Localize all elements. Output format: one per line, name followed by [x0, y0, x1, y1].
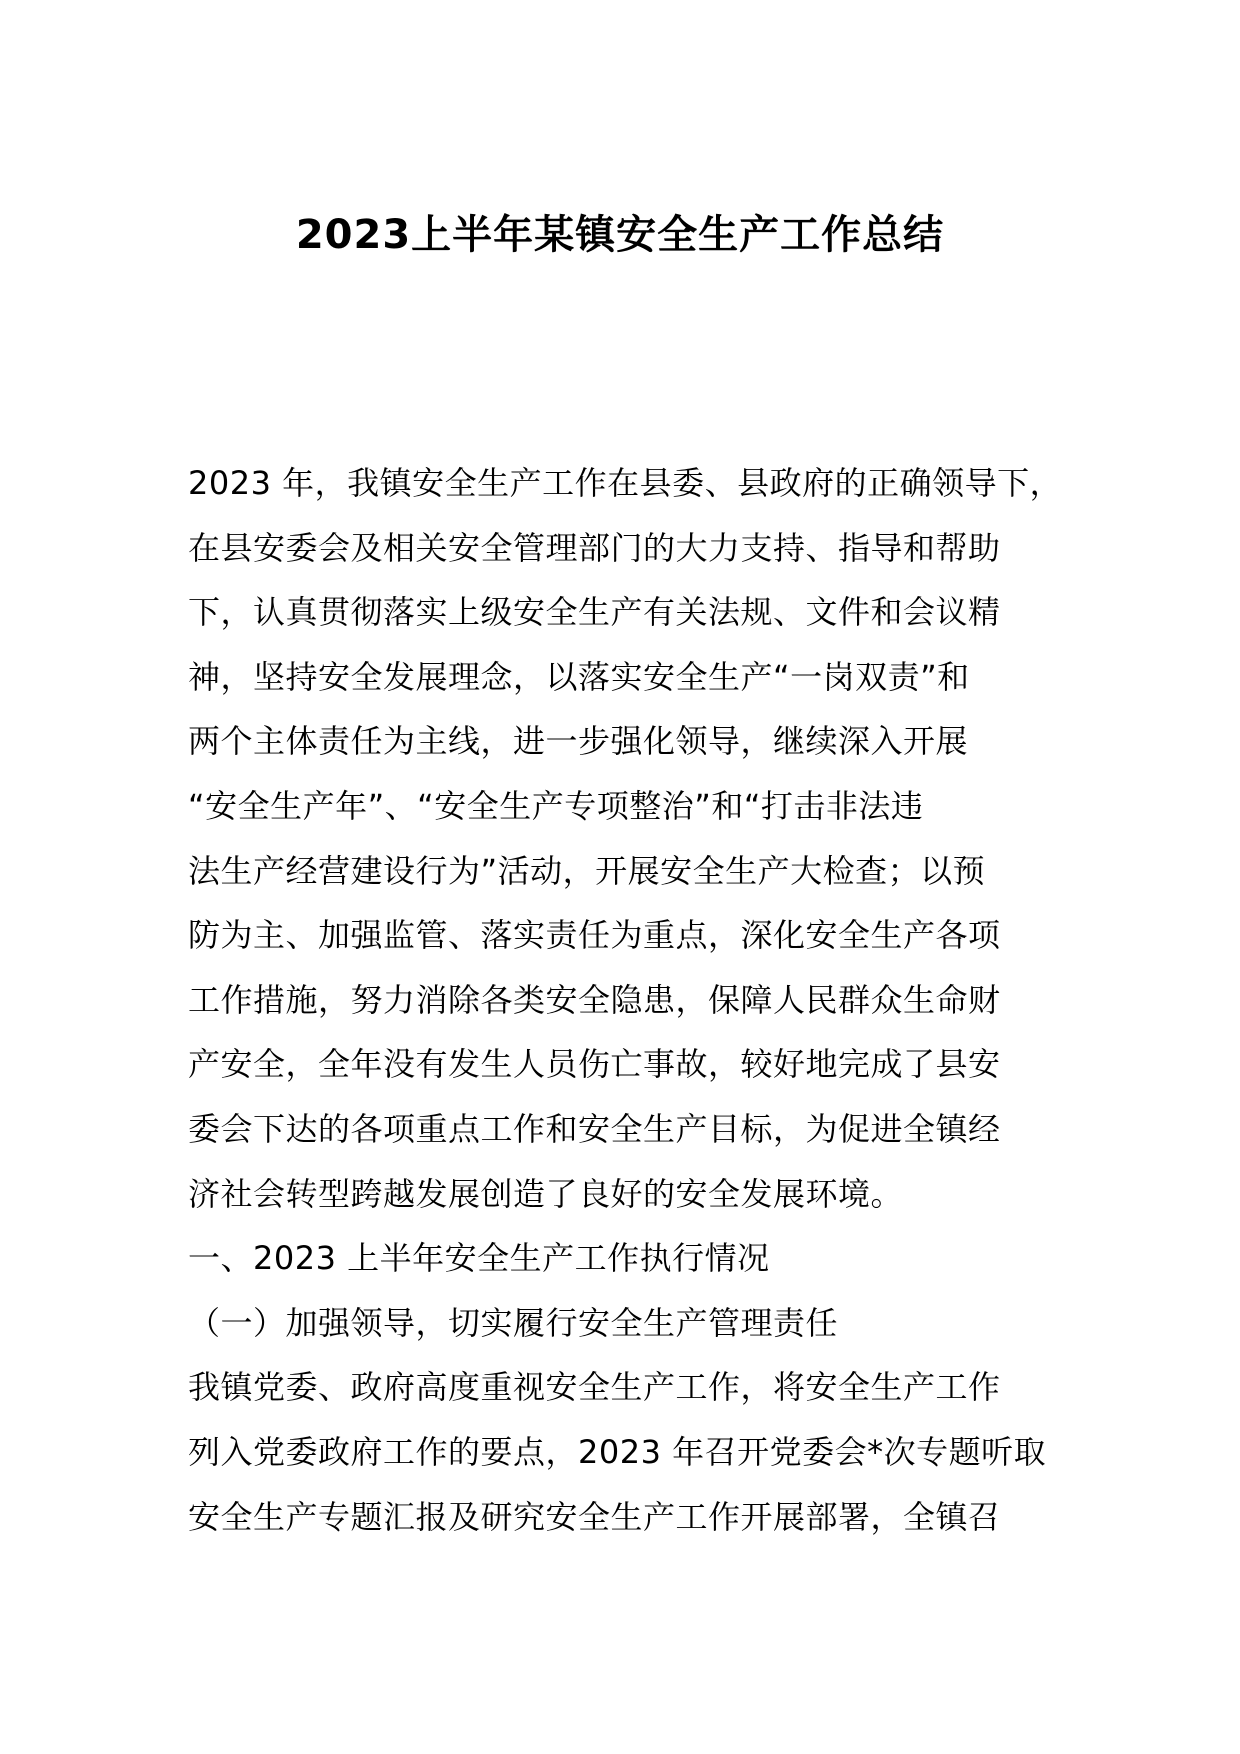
text-line: 安全生产专题汇报及研究安全生产工作开展部署，全镇召: [188, 1497, 1001, 1536]
text-line: 2023 年，我镇安全生产工作在县委、县政府的正确领导下，: [188, 464, 1063, 502]
text-line: 委会下达的各项重点工作和安全生产目标，为促进全镇经: [188, 1109, 1001, 1148]
text-line: 工作措施，努力消除各类安全隐患，保障人民群众生命财: [188, 980, 1001, 1019]
section-heading: 一、2023 上半年安全生产工作执行情况: [188, 1239, 770, 1278]
subsection-heading: （一）加强领导，切实履行安全生产管理责任: [188, 1303, 839, 1342]
document-body: [188, 451, 1063, 1549]
text-line: 在县安委会及相关安全管理部门的大力支持、指导和帮助: [188, 528, 1001, 567]
text-line: “安全生产年”、“安全生产专项整治”和“打击非法违: [188, 786, 924, 825]
text-line: 法生产经营建设行为”活动，开展安全生产大检查；以预: [188, 851, 986, 890]
document-title: 2023上半年某镇安全生产工作总结: [295, 212, 945, 258]
text-line: 济社会转型跨越发展创造了良好的安全发展环境。: [188, 1174, 904, 1213]
text-line: 两个主体责任为主线，进一步强化领导，继续深入开展: [188, 722, 969, 761]
text-line: 下，认真贯彻落实上级安全生产有关法规、文件和会议精: [188, 593, 1001, 632]
text-line: 列入党委政府工作的要点，2023 年召开党委会*次专题听取: [188, 1432, 1047, 1471]
text-line: 神，坚持安全发展理念，以落实安全生产“一岗双责”和: [188, 657, 970, 696]
text-line: 防为主、加强监管、落实责任为重点，深化安全生产各项: [188, 916, 1001, 955]
text-line: 我镇党委、政府高度重视安全生产工作，将安全生产工作: [188, 1368, 1001, 1407]
text-line: 产安全，全年没有发生人员伤亡事故，较好地完成了县安: [188, 1045, 1001, 1084]
